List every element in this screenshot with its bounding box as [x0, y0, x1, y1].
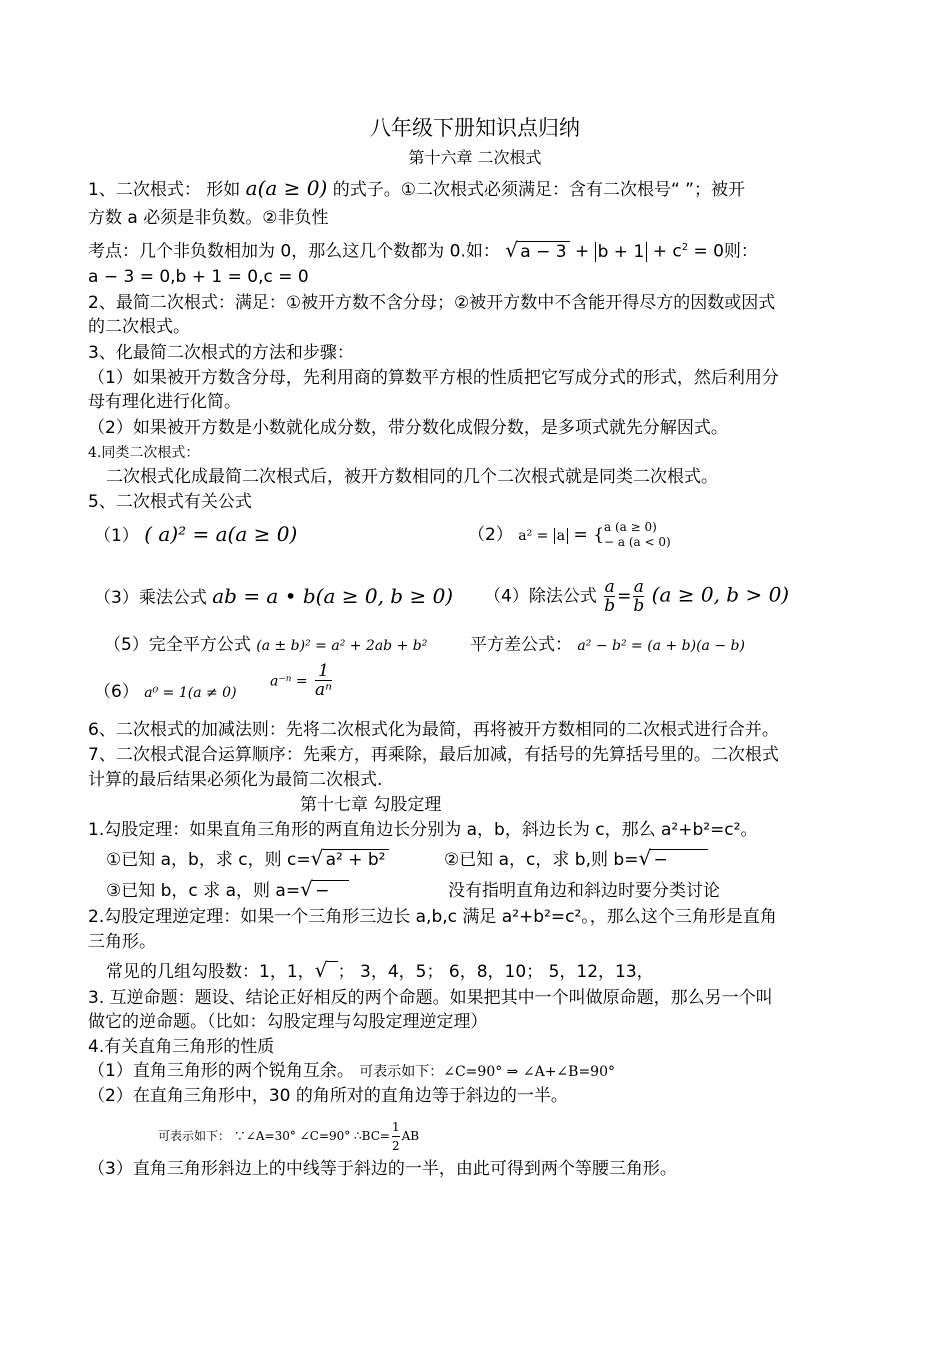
kd-abs [595, 242, 648, 262]
line-5: 2、最简二次根式：满足：①被开方数不含分母；②被开方数中不含能开得尽方的因数或因式 [88, 293, 776, 313]
g6b: ； 3，4，5； 6，8，10； 5，12，13， [337, 962, 654, 982]
line-16: 计算的最后结果必须化为最简二次根式. [88, 770, 383, 790]
g3a: ③已知 b，c 求 a，则 a= [106, 881, 301, 901]
kd-e: = 0则： [693, 241, 758, 262]
f3-label: （3）乘法公式 [94, 588, 207, 608]
g2b: ②已知 a，c，求 b,则 b= [444, 850, 639, 870]
g10b: 可表示如下：∠C=90° ⇒ ∠A+∠B=90° [359, 1064, 615, 1080]
line-10: （2）如果被开方数是小数就化成分数，带分数化成假分数，是多项式就先分解因式。 [88, 418, 728, 438]
l1a: 1、二次根式： 形如 [88, 180, 241, 200]
g12-num: 1 [392, 1118, 400, 1137]
formula-6 [94, 682, 237, 703]
f4-b: b [604, 596, 616, 616]
f4-label: （4）除法公式 [484, 586, 597, 607]
f2-a: a [556, 528, 566, 544]
g-line-2a [106, 850, 389, 870]
f6b-lhs: a⁻ⁿ = [270, 673, 308, 690]
chapter-17-heading: 第十七章 勾股定理 [300, 795, 442, 815]
l1b: 的式子。①二次根式必须满足：含有二次根号“ ”；被开 [332, 180, 745, 200]
g2a-rad: a² + b² [323, 849, 389, 870]
g-line-2b [444, 850, 708, 870]
kd-c: b + 1 [597, 241, 645, 262]
kd-b: a − 3 [517, 241, 569, 262]
f2-lhs: a² = [518, 528, 549, 544]
line-8: （1）如果被开方数含分母，先利用商的算数平方根的性质把它写成分式的形式，然后利用分 [88, 368, 779, 388]
g-line-9: 4.有关直角三角形的性质 [88, 1037, 275, 1057]
formula-5b [470, 635, 745, 656]
line-12: 二次根式化成最简二次根式后，被开方数相同的几个二次根式就是同类二次根式。 [106, 467, 718, 487]
line-2: 方数 a 必须是非负数。②非负性 [88, 208, 329, 228]
g12a: 可表示如下： ∵∠A=30° ∠C=90° ∴BC= [158, 1129, 390, 1143]
line-14: 6、二次根式的加减法则：先将二次根式化为最简，再将被开方数相同的二次根式进行合并。 [88, 720, 779, 740]
f4-b2: b [633, 596, 645, 616]
expr-a-ge0: a(a ≥ 0) [245, 176, 328, 200]
f2-case-2: − a (a < 0) [604, 535, 671, 549]
f3-expr: ab = a • b(a ≥ 0, b ≥ 0) [212, 584, 454, 608]
formula-6b [270, 662, 334, 699]
kd-rad [505, 242, 569, 262]
g-line-7: 3. 互逆命题：题设、结论正好相反的两个命题。如果把其中一个叫做原命题，那么另一个叫 [88, 988, 773, 1008]
g3a-rad: − [312, 880, 349, 901]
formula-5 [104, 635, 427, 656]
line-15: 7、二次根式混合运算顺序：先乘方，再乘除，最后加减，有括号的先算括号里的。二次根式 [88, 745, 779, 765]
formula-3 [94, 586, 453, 608]
g12-den: 2 [391, 1139, 400, 1153]
line-11: 4.同类二次根式： [88, 445, 200, 461]
kd-a: 考点：几个非负数相加为 0，那么这几个数都为 0.如： [88, 241, 500, 262]
f6-label: （6） [94, 682, 139, 702]
f4-a2: a [633, 577, 644, 597]
f6b-num: 1 [315, 662, 332, 681]
line-4: a − 3 = 0,b + 1 = 0,c = 0 [88, 267, 309, 287]
g2a: ①已知 a，b，求 c，则 c= [106, 850, 311, 870]
formula-1 [94, 524, 297, 546]
f1-expr: ( a)² = a(a ≥ 0) [144, 522, 298, 546]
g12b: AB [401, 1129, 420, 1143]
g-line-3b: 没有指明直角边和斜边时要分类讨论 [448, 881, 720, 901]
kd-d: + c [652, 241, 682, 262]
g-line-1: 1.勾股定理：如果直角三角形的两直角边长分别为 a，b，斜边长为 c，那么 a²+b²=c²。 [88, 820, 758, 840]
f5-label: （5）完全平方公式 [104, 635, 251, 655]
g-line-13: （3）直角三角形斜边上的中线等于斜边的一半，由此可得到两个等腰三角形。 [88, 1159, 677, 1179]
f5b-expr: a² − b² = (a + b)(a − b) [577, 638, 745, 654]
g-line-12 [158, 1118, 419, 1155]
f5b-label: 平方差公式： [470, 635, 572, 655]
g-line-6 [106, 962, 654, 982]
chapter-16-heading: 第十六章 二次根式 [408, 148, 542, 167]
line-13: 5、二次根式有关公式 [88, 492, 252, 512]
f1-label: （1） [94, 526, 139, 546]
f5-expr: (a ± b)² = a² + 2ab + b² [256, 638, 428, 654]
g-line-11: （2）在直角三角形中，30 的角所对的直角边等于斜边的一半。 [88, 1086, 568, 1106]
f6a-expr: a⁰ = 1(a ≠ 0) [144, 685, 237, 701]
f4-cond: (a ≥ 0, b > 0) [651, 582, 790, 607]
formula-2: （2） a² = a = { a (a ≥ 0) − a (a < 0) [468, 520, 671, 549]
g-line-3a [106, 881, 349, 901]
page-title: 八年级下册知识点归纳 [370, 116, 580, 140]
f4-a: a [604, 577, 615, 597]
formula-4: （4）除法公式 $\frac{a}{b}$ = $\frac{a}{b}$ (a ≥ 0, b > 0) [484, 577, 790, 616]
g-line-5: 三角形。 [88, 932, 156, 952]
line-9: 母有理化进行化简。 [88, 392, 241, 412]
g10a: （1）直角三角形的两个锐角互余。 [88, 1061, 354, 1081]
f2-label: （2） [468, 525, 513, 545]
line-1 [88, 178, 745, 200]
g2b-rad: − [650, 849, 707, 870]
line-7: 3、化最简二次根式的方法和步骤： [88, 343, 354, 363]
g6a: 常见的几组勾股数：1，1， [106, 962, 315, 982]
g6-rad-blank [327, 961, 338, 982]
f2-case-1: a (a ≥ 0) [604, 520, 657, 534]
line-3: 考点：几个非负数相加为 0，那么这几个数都为 0.如： √ $a - 3 + b + 1 + c^2 = 0$则： [88, 238, 758, 262]
g-line-4: 2.勾股定理逆定理：如果一个三角形三边长 a,b,c 满足 a²+b²=c²。，那么这个三角形是直角 [88, 907, 777, 927]
g-line-10 [88, 1061, 615, 1082]
line-6: 的二次根式。 [88, 317, 190, 337]
g-line-8: 做它的逆命题。（比如：勾股定理与勾股定理逆定理） [88, 1012, 488, 1032]
f6b-den: aⁿ [315, 680, 333, 700]
